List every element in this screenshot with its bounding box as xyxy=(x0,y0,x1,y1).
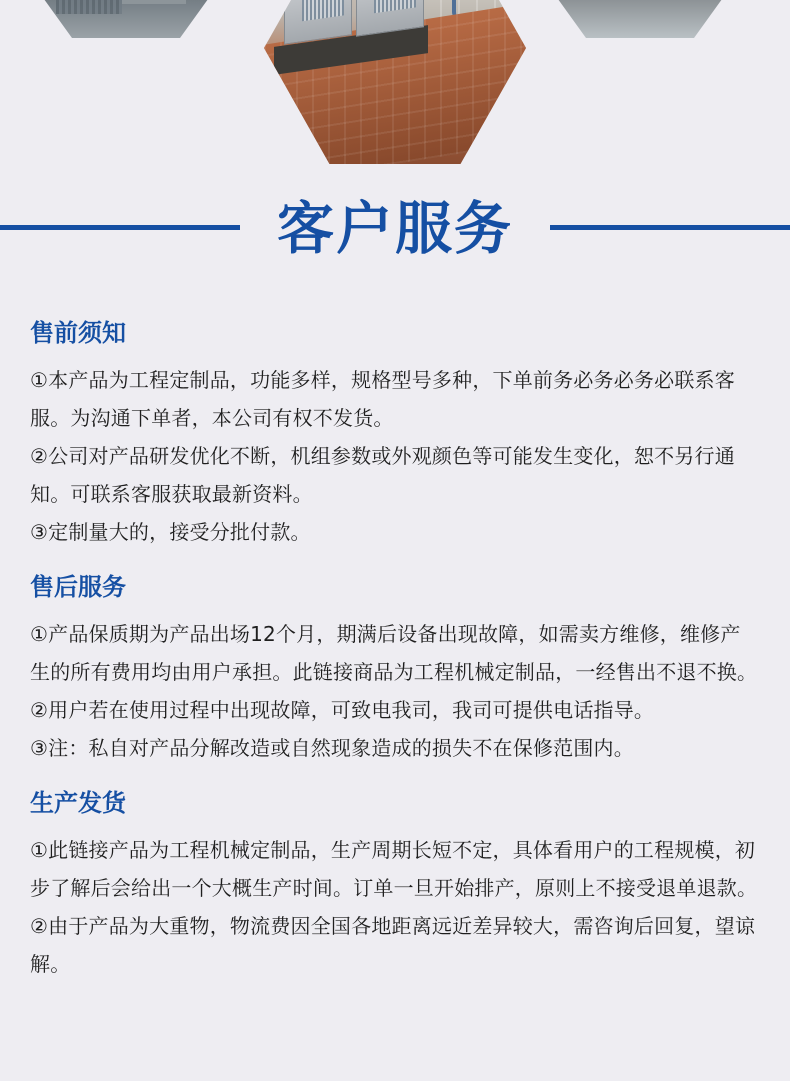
after-sales-item-1: ①产品保质期为产品出场12个月，期满后设备出现故障，如需卖方维修，维修产生的所有费用均由用户承担。此链接商品为工程机械定制品，一经售出不退不换。 xyxy=(30,622,758,684)
section-header xyxy=(0,191,790,271)
presale-heading: 售前须知 xyxy=(30,319,126,347)
after-sales-heading: 售后服务 xyxy=(30,573,126,601)
service-content xyxy=(30,317,758,1003)
after-sales-item-2: ②用户若在使用过程中出现故障，可致电我司，我司可提供电话指导。 xyxy=(30,698,655,722)
presale-section xyxy=(30,317,758,551)
presale-item-2: ②公司对产品研发优化不断，机组参数或外观颜色等可能发生变化，恕不另行通知。可联系客服获取最新资料。 xyxy=(30,444,735,506)
after-sales-item-3: ③注：私自对产品分解改造或自然现象造成的损失不在保修范围内。 xyxy=(30,736,634,760)
title-left-rule xyxy=(0,225,240,230)
rooftop-installation-photo-icon xyxy=(264,0,526,164)
presale-item-1: ①本产品为工程定制品，功能多样，规格型号多种，下单前务必务必务必联系客服。为沟通下单者，本公司有权不发货。 xyxy=(30,368,735,430)
equipment-photo-icon xyxy=(532,0,748,38)
presale-item-3: ③定制量大的，接受分批付款。 xyxy=(30,520,311,544)
production-shipping-heading: 生产发货 xyxy=(30,789,126,817)
after-sales-section xyxy=(30,571,758,767)
hero-photo-strip xyxy=(0,0,790,170)
title-right-rule xyxy=(550,225,790,230)
production-shipping-item-1: ①此链接产品为工程机械定制品，生产周期长短不定，具体看用户的工程规模，初步了解后会给出一个大概生产时间。订单一旦开始排产，原则上不接受退单退款。 xyxy=(30,838,758,900)
heat-pump-photo-icon xyxy=(18,0,234,38)
section-title: 客户服务 xyxy=(277,196,513,262)
production-shipping-item-2: ②由于产品为大重物，物流费因全国各地距离远近差异较大，需咨询后回复，望谅解。 xyxy=(30,914,756,976)
production-shipping-section xyxy=(30,787,758,983)
